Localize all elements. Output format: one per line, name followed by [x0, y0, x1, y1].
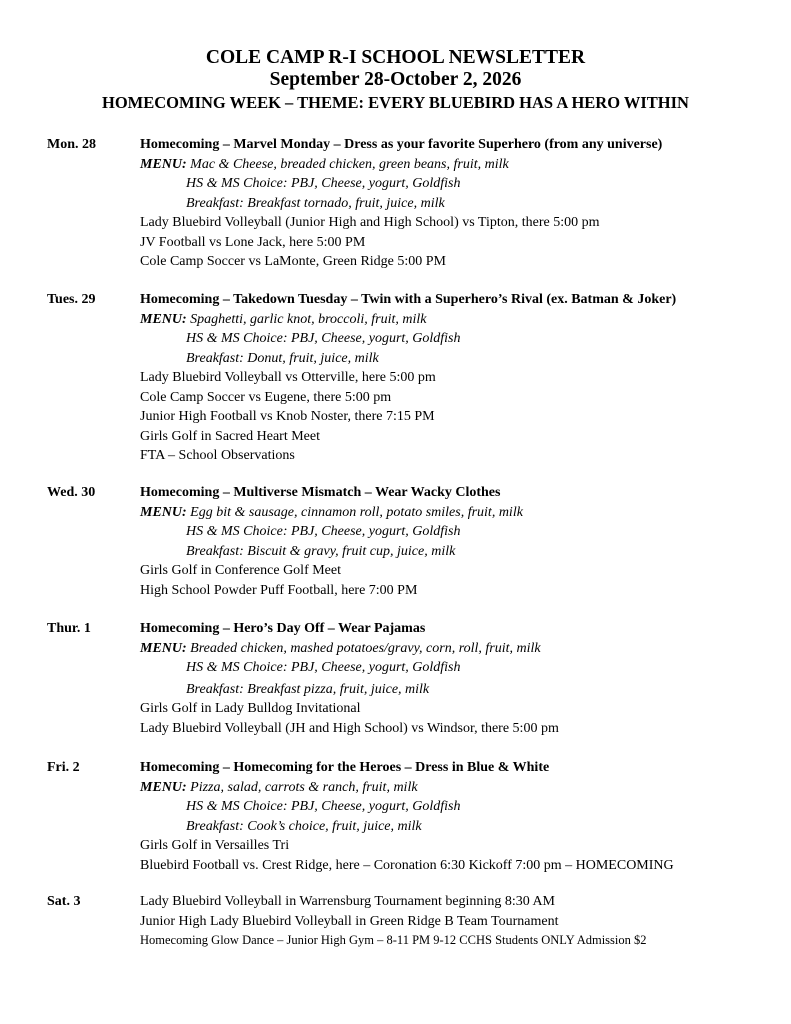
event-line: Junior High Lady Bluebird Volleyball in Green Ridge B Team Tournament [140, 913, 559, 929]
menu-key: MENU: [140, 640, 187, 656]
event-line: Cole Camp Soccer vs LaMonte, Green Ridge 5:00 PM [140, 254, 447, 269]
menu-line [140, 778, 780, 798]
menu-items: Breaded chicken, mashed potatoes/gravy, corn, roll, fruit, milk [186, 640, 541, 656]
menu-key: MENU: [140, 311, 187, 327]
event-line: Girls Golf in Versailles Tri [140, 838, 290, 853]
day-label: Fri. 2 [47, 760, 80, 775]
day-label: Tues. 29 [47, 292, 96, 307]
menu-line [140, 155, 780, 175]
menu-line [140, 503, 780, 523]
breakfast-line: Breakfast: Biscuit & gravy, fruit cup, juice, milk [186, 543, 456, 559]
newsletter-dates: September 28-October 2, 2026 [269, 69, 522, 90]
event-line: Bluebird Football vs. Crest Ridge, here – Coronation 6:30 Kickoff 7:00 pm – HOMECOMING [140, 857, 674, 873]
day-label: Thur. 1 [47, 621, 91, 636]
event-line: High School Powder Puff Football, here 7:00 PM [140, 582, 418, 598]
event-line: Junior High Football vs Knob Noster, there 7:15 PM [140, 409, 435, 424]
event-line: Girls Golf in Lady Bulldog Invitational [140, 701, 361, 716]
menu-items: Mac & Cheese, breaded chicken, green beans, fruit, milk [186, 156, 509, 172]
event-line: FTA – School Observations [140, 448, 295, 463]
menu-line [140, 639, 780, 659]
event-line: Lady Bluebird Volleyball (JH and High School) vs Windsor, there 5:00 pm [140, 720, 559, 736]
event-line: Girls Golf in Sacred Heart Meet [140, 428, 320, 444]
choice-line: HS & MS Choice: PBJ, Cheese, yogurt, Goldfish [186, 524, 461, 539]
day-theme: Homecoming – Marvel Monday – Dress as your favorite Superhero (from any universe) [140, 137, 663, 152]
newsletter-header [0, 47, 791, 114]
day-theme: Homecoming – Homecoming for the Heroes – Dress in Blue & White [140, 760, 550, 775]
event-line: Homecoming Glow Dance – Junior High Gym – 8-11 PM 9-12 CCHS Students ONLY Admission $2 [140, 933, 647, 947]
event-line: Cole Camp Soccer vs Eugene, there 5:00 pm [140, 389, 392, 405]
breakfast-line: Breakfast: Breakfast tornado, fruit, juice, milk [186, 195, 445, 211]
breakfast-line: Breakfast: Breakfast pizza, fruit, juice, milk [186, 681, 430, 697]
choice-line: HS & MS Choice: PBJ, Cheese, yogurt, Goldfish [186, 331, 461, 346]
menu-key: MENU: [140, 779, 187, 795]
breakfast-line: Breakfast: Donut, fruit, juice, milk [186, 350, 379, 366]
day-label: Mon. 28 [47, 137, 96, 152]
breakfast-line: Breakfast: Cook’s choice, fruit, juice, milk [186, 818, 422, 834]
menu-key: MENU: [140, 504, 187, 520]
menu-key: MENU: [140, 156, 187, 172]
menu-line [140, 310, 780, 330]
day-theme: Homecoming – Hero’s Day Off – Wear Pajamas [140, 621, 426, 636]
event-line: Girls Golf in Conference Golf Meet [140, 563, 341, 578]
newsletter-theme: HOMECOMING WEEK – THEME: EVERY BLUEBIRD HAS A HERO WITHIN [102, 93, 689, 112]
day-theme: Homecoming – Takedown Tuesday – Twin with a Superhero’s Rival (ex. Batman & Joker) [140, 292, 677, 307]
event-line: Lady Bluebird Volleyball (Junior High and High School) vs Tipton, there 5:00 pm [140, 215, 600, 230]
event-line: Lady Bluebird Volleyball in Warrensburg Tournament beginning 8:30 AM [140, 894, 555, 909]
event-line: Lady Bluebird Volleyball vs Otterville, here 5:00 pm [140, 370, 436, 385]
event-line: JV Football vs Lone Jack, here 5:00 PM [140, 234, 366, 250]
menu-items: Spaghetti, garlic knot, broccoli, fruit, milk [186, 311, 427, 327]
choice-line: HS & MS Choice: PBJ, Cheese, yogurt, Goldfish [186, 799, 461, 814]
menu-items: Egg bit & sausage, cinnamon roll, potato smiles, fruit, milk [186, 504, 523, 520]
menu-items: Pizza, salad, carrots & ranch, fruit, milk [186, 779, 418, 795]
day-theme: Homecoming – Multiverse Mismatch – Wear Wacky Clothes [140, 485, 501, 500]
newsletter-title: COLE CAMP R-I SCHOOL NEWSLETTER [205, 47, 586, 68]
choice-line: HS & MS Choice: PBJ, Cheese, yogurt, Goldfish [186, 660, 461, 675]
day-label: Wed. 30 [47, 485, 96, 500]
choice-line: HS & MS Choice: PBJ, Cheese, yogurt, Goldfish [186, 176, 461, 191]
day-label: Sat. 3 [47, 894, 81, 909]
